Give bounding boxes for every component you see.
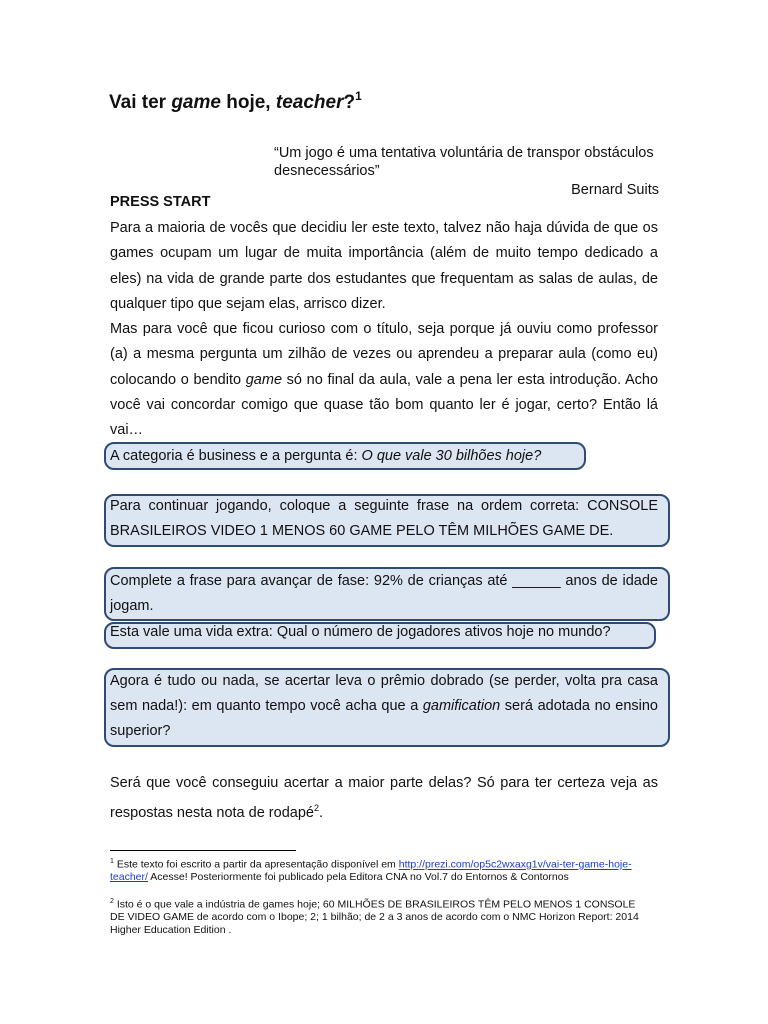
question-1 xyxy=(110,444,658,469)
title-teacher-word: teacher xyxy=(275,92,344,113)
footnote-1-link[interactable]: http://prezi.com/op5c2wxaxg1v/vai-ter-game-hoje-teacher/ xyxy=(110,858,632,883)
title-game-word: game xyxy=(171,92,221,113)
epigraph-author: Bernard Suits xyxy=(571,182,659,198)
document-title xyxy=(109,89,362,114)
question-5 xyxy=(110,669,658,744)
title-part1: Vai ter xyxy=(109,92,172,113)
closing-end: . xyxy=(318,805,323,822)
title-part3: ? xyxy=(343,92,356,113)
paragraph-intro: Para a maioria de vocês que decidiu ler este texto, talvez não haja dúvida de que os games ocupam um lugar de muita importância (além de muito tempo dedicado a eles) na vida de grande parte dos estudantes que frequentam as salas de aulas, de qualquer tipo que sejam elas, arrisco dizer. xyxy=(110,220,658,312)
footnote-1-after: Acesse! Posteriormente foi publicado pela Editora CNA no Vol.7 do Entornos & Contornos xyxy=(147,871,569,883)
section-heading: PRESS START xyxy=(110,194,211,210)
paragraph-curious-game: game xyxy=(245,371,283,388)
closing-footnote-ref[interactable]: 2 xyxy=(313,803,319,814)
paragraph-curious xyxy=(110,317,658,443)
footnote-1 xyxy=(110,856,650,884)
footnote-separator xyxy=(110,850,296,851)
closing-text: Será que você conseguiu acertar a maior parte delas? Só para ter certeza veja as respostas nesta nota de rodapé xyxy=(110,775,658,822)
epigraph-quote: “Um jogo é uma tentativa voluntária de transpor obstáculos desnecessários” xyxy=(274,145,654,179)
footnote-2-number: 2 xyxy=(110,898,114,905)
footnote-2 xyxy=(110,896,650,936)
title-part2: hoje, xyxy=(220,92,276,113)
question-5-after: será adotada no ensino superior? xyxy=(110,698,658,739)
question-5-italic: gamification xyxy=(422,698,501,714)
paragraph-curious-after: só no final da aula, vale a pena ler esta introdução. Acho você vai concordar comigo que quase tão bom quanto ler é jogar, certo? Então lá vai… xyxy=(110,371,659,439)
question-5-before: Agora é tudo ou nada, se acertar leva o prêmio dobrado (se perder, volta pra casa sem nada!): em quanto tempo você acha que a xyxy=(110,673,658,714)
footnote-2-text: Isto é o que vale a indústria de games hoje; 60 MILHÕES DE BRASILEIROS TÊM PELO MENOS 1 CONSOLE DE VIDEO GAME de acordo com o Ibope; 2; 1 bilhão; de 2 a 3 anos de acordo com o NMC Horizon Report: 2014 Higher Education Edition . xyxy=(110,898,639,936)
question-3: Complete a frase para avançar de fase: 92% de crianças até ______ anos de idade jogam. xyxy=(110,573,658,614)
epigraph xyxy=(274,144,659,199)
question-1-prefix: A categoria é business e a pergunta é: xyxy=(110,448,362,464)
question-4: Esta vale uma vida extra: Qual o número de jogadores ativos hoje no mundo? xyxy=(110,624,611,640)
footnote-1-before: Este texto foi escrito a partir da apresentação disponível em xyxy=(113,858,399,871)
paragraph-curious-before: Mas para você que ficou curioso com o título, seja porque já ouviu como professor (a) a mesma pergunta um zilhão de vezes ou aprendeu a preparar aula (como eu) colocando o bendito xyxy=(110,321,658,388)
question-1-italic: O que vale 30 bilhões hoje? xyxy=(361,448,542,464)
question-2: Para continuar jogando, coloque a seguinte frase na ordem correta: CONSOLE BRASILEIROS VIDEO 1 MENOS 60 GAME PELO TÊM MILHÕES GAME DE. xyxy=(110,498,658,539)
footnote-1-number: 1 xyxy=(110,858,114,865)
closing-paragraph xyxy=(110,771,658,826)
title-footnote-ref[interactable]: 1 xyxy=(355,89,362,103)
